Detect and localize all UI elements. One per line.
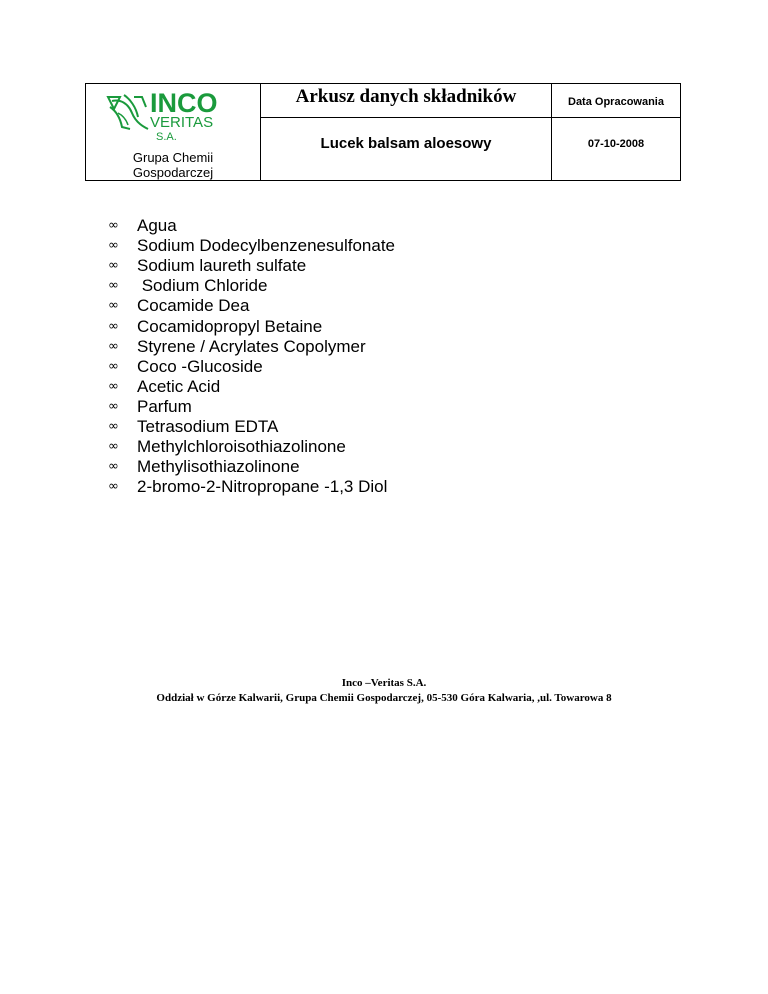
bullet-icon: ∞ bbox=[108, 298, 119, 314]
bullet-icon: ∞ bbox=[108, 378, 119, 394]
sheet-title: Arkusz danych składników bbox=[295, 86, 517, 107]
list-item bbox=[108, 296, 395, 316]
list-item bbox=[108, 457, 395, 477]
header-table bbox=[85, 83, 681, 181]
ingredient-name: Cocamide Dea bbox=[137, 296, 250, 316]
list-item bbox=[108, 377, 395, 397]
ingredient-name: Agua bbox=[137, 216, 177, 236]
bullet-icon: ∞ bbox=[108, 238, 119, 254]
ingredient-list bbox=[108, 216, 395, 497]
bullet-icon: ∞ bbox=[108, 318, 119, 334]
list-item bbox=[108, 236, 395, 256]
ingredient-name: Cocamidopropyl Betaine bbox=[137, 316, 323, 336]
ingredient-name: Methylisothiazolinone bbox=[137, 457, 300, 477]
title-divider bbox=[261, 117, 551, 118]
footer bbox=[0, 676, 768, 706]
ingredient-name: Styrene / Acrylates Copolymer bbox=[137, 336, 366, 356]
list-item bbox=[108, 337, 395, 357]
ingredient-name: Parfum bbox=[137, 396, 192, 416]
bullet-icon: ∞ bbox=[108, 258, 119, 274]
date-value: 07-10-2008 bbox=[587, 138, 645, 150]
ingredient-name: Acetic Acid bbox=[137, 376, 221, 396]
bullet-icon: ∞ bbox=[108, 218, 119, 234]
title-cell bbox=[261, 84, 552, 180]
bullet-icon: ∞ bbox=[108, 459, 119, 475]
bullet-icon: ∞ bbox=[108, 418, 119, 434]
group-name-line2: Gospodarczej bbox=[132, 165, 214, 180]
logo-brand-top: INCO bbox=[150, 88, 218, 118]
logo-cell bbox=[86, 84, 261, 180]
list-item bbox=[108, 437, 395, 457]
ingredient-name: Sodium Dodecylbenzenesulfonate bbox=[137, 236, 396, 256]
group-name bbox=[86, 150, 260, 180]
product-name: Lucek balsam aloesowy bbox=[320, 135, 492, 152]
list-item bbox=[108, 276, 395, 296]
logo-brand-bottom: VERITAS bbox=[150, 114, 214, 131]
list-item bbox=[108, 477, 395, 497]
company-logo bbox=[106, 90, 231, 144]
bullet-icon: ∞ bbox=[108, 338, 119, 354]
ingredient-name: Methylchloroisothiazolinone bbox=[137, 437, 346, 457]
date-label: Data Opracowania bbox=[568, 96, 664, 108]
date-divider bbox=[552, 117, 680, 118]
logo-brand-suffix: S.A. bbox=[156, 131, 177, 143]
list-item bbox=[108, 397, 395, 417]
inco-veritas-leaf-icon bbox=[106, 93, 150, 133]
ingredient-name: 2-bromo-2-Nitropropane -1,3 Diol bbox=[137, 477, 388, 497]
list-item bbox=[108, 216, 395, 236]
bullet-icon: ∞ bbox=[108, 278, 119, 294]
footer-company: Inco –Veritas S.A. bbox=[341, 677, 427, 689]
ingredient-name: Coco -Glucoside bbox=[137, 356, 263, 376]
group-name-line1: Grupa Chemii bbox=[132, 150, 214, 165]
bullet-icon: ∞ bbox=[108, 479, 119, 495]
list-item bbox=[108, 256, 395, 276]
ingredient-name: Sodium Chloride bbox=[137, 276, 268, 296]
list-item bbox=[108, 316, 395, 336]
list-item bbox=[108, 417, 395, 437]
bullet-icon: ∞ bbox=[108, 439, 119, 455]
ingredient-name: Tetrasodium EDTA bbox=[137, 416, 279, 436]
ingredient-name: Sodium laureth sulfate bbox=[137, 256, 307, 276]
bullet-icon: ∞ bbox=[108, 358, 119, 374]
date-cell bbox=[552, 84, 680, 180]
footer-address: Oddział w Górze Kalwarii, Grupa Chemii Gospodarczej, 05-530 Góra Kalwaria, ,ul. Towarowa 8 bbox=[156, 692, 612, 704]
bullet-icon: ∞ bbox=[108, 398, 119, 414]
list-item bbox=[108, 357, 395, 377]
